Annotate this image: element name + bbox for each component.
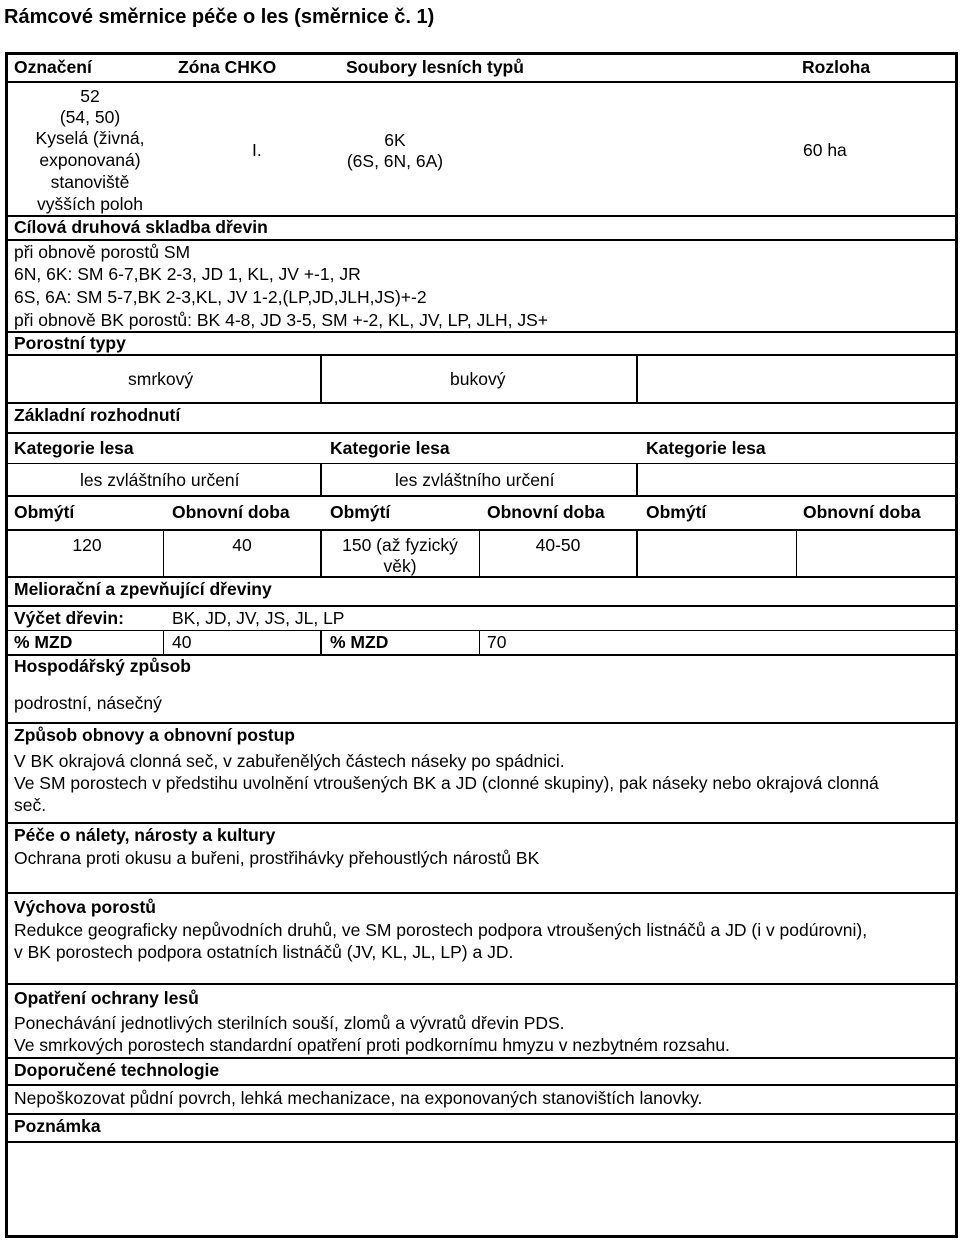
header-rozloha: Rozloha bbox=[802, 57, 871, 77]
hospodarsky-zpusob-value: podrostní, násečný bbox=[14, 693, 162, 713]
designation-alt-codes: (54, 50) bbox=[59, 107, 121, 127]
opatreni-heading: Opatření ochrany lesů bbox=[14, 988, 199, 1008]
obmyti-value-1: 120 bbox=[72, 535, 102, 555]
pece-o-nalety-line: Ochrana proti okusu a buřeni, prostřihávky přehoustlých nárostů BK bbox=[14, 848, 540, 868]
opatreni-line: Ve smrkových porostech standardní opatření proti podkornímu hmyzu v nezbytném rozsahu. bbox=[14, 1035, 730, 1055]
vychova-line: Redukce geograficky nepůvodních druhů, ve SM porostech podpora vtroušených listnáčů a JD (i v podúrovni), bbox=[14, 920, 868, 940]
cilova-skladba-line: při obnově porostů SM bbox=[14, 242, 191, 262]
designation-forest-type: 6K bbox=[384, 130, 406, 150]
designation-forest-type-alt: (6S, 6N, 6A) bbox=[346, 151, 444, 171]
page-title: Rámcové směrnice péče o les (směrnice č. 1) bbox=[4, 6, 435, 28]
zpusob-obnovy-line: Ve SM porostech v předstihu uvolnění vtroušených BK a JD (clonné skupiny), pak náseky nebo okrajová clonná bbox=[14, 773, 879, 793]
mzd-label-1: % MZD bbox=[14, 632, 73, 652]
obnovni-value-2: 40-50 bbox=[535, 535, 581, 555]
mzd-value-2: 70 bbox=[487, 632, 507, 652]
header-zona: Zóna CHKO bbox=[178, 57, 277, 77]
obmyti-label-2: Obmýtí bbox=[330, 502, 391, 522]
obmyti-value-2: 150 (až fyzický věk) bbox=[342, 535, 458, 576]
obnovni-label-1: Obnovní doba bbox=[172, 502, 290, 522]
obnovni-label-2: Obnovní doba bbox=[487, 502, 605, 522]
porostni-typ-bukovy: bukový bbox=[450, 369, 506, 389]
pece-o-nalety-heading: Péče o nálety, nárosty a kultury bbox=[14, 825, 276, 845]
designation-zone: I. bbox=[252, 140, 262, 160]
cilova-skladba-line: 6N, 6K: SM 6-7,BK 2-3, JD 1, KL, JV +-1, JR bbox=[14, 264, 361, 284]
kategorie-lesa-value-1: les zvláštního určení bbox=[80, 470, 240, 490]
designation-area: 60 ha bbox=[803, 140, 847, 160]
cilova-skladba-heading: Cílová druhová skladba dřevin bbox=[14, 217, 268, 237]
porostni-typ-smrkovy: smrkový bbox=[128, 369, 194, 389]
kategorie-lesa-label-3: Kategorie lesa bbox=[646, 438, 766, 458]
technologie-heading: Doporučené technologie bbox=[14, 1060, 220, 1080]
opatreni-line: Ponechávání jednotlivých sterilních souší, zlomů a vývratů dřevin PDS. bbox=[14, 1013, 565, 1033]
header-oznaceni: Označení bbox=[14, 57, 92, 77]
mzd-label-2: % MZD bbox=[330, 632, 389, 652]
cilova-skladba-line: při obnově BK porostů: BK 4-8, JD 3-5, SM +-2, KL, JV, LP, JLH, JS+ bbox=[14, 310, 549, 330]
header-soubory: Soubory lesních typů bbox=[346, 57, 524, 77]
designation-name-line: stanoviště bbox=[50, 172, 130, 192]
zpusob-obnovy-line: V BK okrajová clonná seč, v zabuřenělých částech náseky po spádnici. bbox=[14, 751, 565, 771]
poznamka-heading: Poznámka bbox=[14, 1116, 101, 1136]
vychova-heading: Výchova porostů bbox=[14, 897, 156, 917]
obmyti-label-1: Obmýtí bbox=[14, 502, 75, 522]
zpusob-obnovy-line: seč. bbox=[14, 795, 47, 815]
porostni-typy-heading: Porostní typy bbox=[14, 333, 126, 353]
vychova-line: v BK porostech podpora ostatních listnáčů (JV, KL, JL, LP) a JD. bbox=[14, 942, 514, 962]
zpusob-obnovy-heading: Způsob obnovy a obnovní postup bbox=[14, 725, 295, 745]
obnovni-value-1: 40 bbox=[232, 535, 252, 555]
kategorie-lesa-label-2: Kategorie lesa bbox=[330, 438, 450, 458]
kategorie-lesa-value-2: les zvláštního určení bbox=[395, 470, 555, 490]
technologie-line: Nepoškozovat půdní povrch, lehká mechanizace, na exponovaných stanovištích lanovky. bbox=[14, 1088, 703, 1108]
obnovni-label-3: Obnovní doba bbox=[803, 502, 921, 522]
designation-name-line: Kyselá (živná, bbox=[35, 128, 145, 148]
mzd-value-1: 40 bbox=[172, 632, 192, 652]
hospodarsky-zpusob-heading: Hospodářský způsob bbox=[14, 656, 191, 676]
vycet-drevin-label: Výčet dřevin: bbox=[14, 608, 124, 628]
designation-name-line: exponovaná) bbox=[39, 150, 141, 170]
designation-name-line: vyšších poloh bbox=[36, 194, 144, 214]
melioracni-heading: Meliorační a zpevňující dřeviny bbox=[14, 579, 272, 599]
obmyti-label-3: Obmýtí bbox=[646, 502, 707, 522]
cilova-skladba-line: 6S, 6A: SM 5-7,BK 2-3,KL, JV 1-2,(LP,JD,JLH,JS)+-2 bbox=[14, 287, 427, 307]
designation-code: 52 bbox=[80, 86, 100, 106]
kategorie-lesa-label-1: Kategorie lesa bbox=[14, 438, 134, 458]
vycet-drevin-value: BK, JD, JV, JS, JL, LP bbox=[172, 608, 345, 628]
zakladni-rozhodnuti-heading: Základní rozhodnutí bbox=[14, 405, 181, 425]
